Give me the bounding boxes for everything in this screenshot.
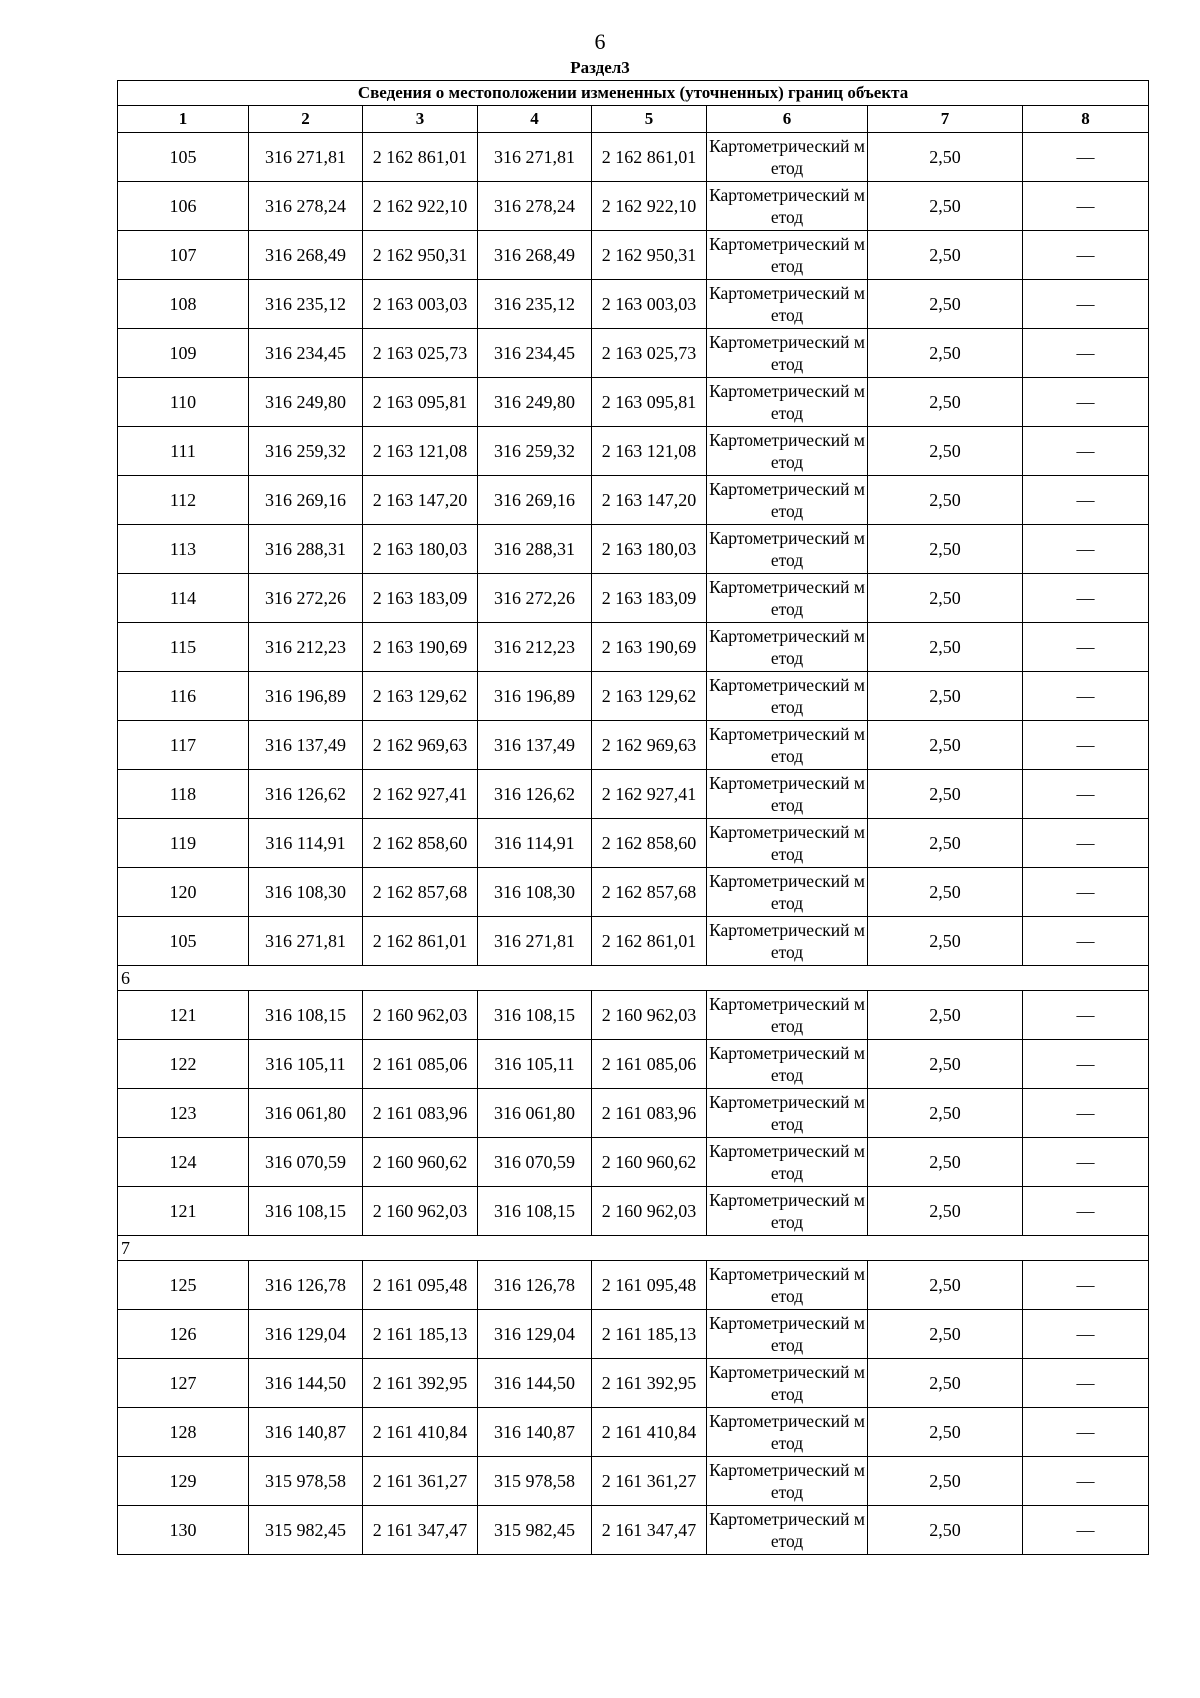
precision-cell: 2,50 bbox=[868, 133, 1023, 182]
refined-y-coordinate-cell: 2 161 347,47 bbox=[592, 1506, 707, 1555]
precision-cell: 2,50 bbox=[868, 868, 1023, 917]
table-row bbox=[118, 991, 1149, 1040]
section-title: Раздел3 bbox=[570, 58, 630, 77]
table-row bbox=[118, 525, 1149, 574]
column-number-header: 2 bbox=[249, 106, 363, 133]
existing-y-coordinate-cell: 2 161 095,48 bbox=[363, 1261, 478, 1310]
point-number-cell: 105 bbox=[118, 133, 249, 182]
precision-cell: 2,50 bbox=[868, 1506, 1023, 1555]
method-cell: Картометрический метод bbox=[707, 329, 868, 378]
column-number-header: 8 bbox=[1023, 106, 1149, 133]
point-number-cell: 121 bbox=[118, 991, 249, 1040]
note-cell: — bbox=[1023, 329, 1149, 378]
existing-x-coordinate-cell: 316 126,62 bbox=[249, 770, 363, 819]
precision-cell: 2,50 bbox=[868, 1408, 1023, 1457]
existing-x-coordinate-cell: 316 212,23 bbox=[249, 623, 363, 672]
point-number-cell: 125 bbox=[118, 1261, 249, 1310]
existing-x-coordinate-cell: 316 271,81 bbox=[249, 917, 363, 966]
point-number-cell: 106 bbox=[118, 182, 249, 231]
refined-y-coordinate-cell: 2 163 180,03 bbox=[592, 525, 707, 574]
precision-cell: 2,50 bbox=[868, 525, 1023, 574]
column-number-header: 1 bbox=[118, 106, 249, 133]
existing-y-coordinate-cell: 2 161 083,96 bbox=[363, 1089, 478, 1138]
point-number-cell: 110 bbox=[118, 378, 249, 427]
existing-y-coordinate-cell: 2 162 858,60 bbox=[363, 819, 478, 868]
existing-y-coordinate-cell: 2 163 180,03 bbox=[363, 525, 478, 574]
refined-x-coordinate-cell: 315 978,58 bbox=[478, 1457, 592, 1506]
existing-x-coordinate-cell: 316 259,32 bbox=[249, 427, 363, 476]
existing-x-coordinate-cell: 316 249,80 bbox=[249, 378, 363, 427]
refined-y-coordinate-cell: 2 161 410,84 bbox=[592, 1408, 707, 1457]
point-number-cell: 128 bbox=[118, 1408, 249, 1457]
existing-y-coordinate-cell: 2 161 185,13 bbox=[363, 1310, 478, 1359]
refined-x-coordinate-cell: 316 108,30 bbox=[478, 868, 592, 917]
method-cell: Картометрический метод bbox=[707, 623, 868, 672]
refined-x-coordinate-cell: 316 114,91 bbox=[478, 819, 592, 868]
table-row bbox=[118, 231, 1149, 280]
method-cell: Картометрический метод bbox=[707, 1261, 868, 1310]
existing-y-coordinate-cell: 2 161 361,27 bbox=[363, 1457, 478, 1506]
note-cell: — bbox=[1023, 476, 1149, 525]
method-cell: Картометрический метод bbox=[707, 1457, 868, 1506]
table-row bbox=[118, 1040, 1149, 1089]
note-cell: — bbox=[1023, 1457, 1149, 1506]
note-cell: — bbox=[1023, 574, 1149, 623]
refined-x-coordinate-cell: 316 235,12 bbox=[478, 280, 592, 329]
note-cell: — bbox=[1023, 819, 1149, 868]
table-row bbox=[118, 476, 1149, 525]
point-number-cell: 126 bbox=[118, 1310, 249, 1359]
table-row bbox=[118, 378, 1149, 427]
refined-x-coordinate-cell: 316 196,89 bbox=[478, 672, 592, 721]
existing-y-coordinate-cell: 2 161 347,47 bbox=[363, 1506, 478, 1555]
refined-y-coordinate-cell: 2 162 969,63 bbox=[592, 721, 707, 770]
method-cell: Картометрический метод bbox=[707, 182, 868, 231]
note-cell: — bbox=[1023, 525, 1149, 574]
refined-x-coordinate-cell: 315 982,45 bbox=[478, 1506, 592, 1555]
refined-y-coordinate-cell: 2 162 858,60 bbox=[592, 819, 707, 868]
table-row bbox=[118, 1408, 1149, 1457]
method-cell: Картометрический метод bbox=[707, 1138, 868, 1187]
point-number-cell: 117 bbox=[118, 721, 249, 770]
refined-x-coordinate-cell: 316 272,26 bbox=[478, 574, 592, 623]
point-number-cell: 121 bbox=[118, 1187, 249, 1236]
note-cell: — bbox=[1023, 1040, 1149, 1089]
point-number-cell: 123 bbox=[118, 1089, 249, 1138]
existing-x-coordinate-cell: 316 269,16 bbox=[249, 476, 363, 525]
table-row bbox=[118, 280, 1149, 329]
method-cell: Картометрический метод bbox=[707, 1040, 868, 1089]
existing-y-coordinate-cell: 2 162 861,01 bbox=[363, 133, 478, 182]
existing-x-coordinate-cell: 316 144,50 bbox=[249, 1359, 363, 1408]
existing-x-coordinate-cell: 316 196,89 bbox=[249, 672, 363, 721]
existing-x-coordinate-cell: 316 288,31 bbox=[249, 525, 363, 574]
contour-group-row bbox=[118, 966, 1149, 991]
refined-y-coordinate-cell: 2 161 085,06 bbox=[592, 1040, 707, 1089]
existing-y-coordinate-cell: 2 162 857,68 bbox=[363, 868, 478, 917]
method-cell: Картометрический метод bbox=[707, 770, 868, 819]
precision-cell: 2,50 bbox=[868, 1457, 1023, 1506]
existing-y-coordinate-cell: 2 163 121,08 bbox=[363, 427, 478, 476]
precision-cell: 2,50 bbox=[868, 991, 1023, 1040]
existing-x-coordinate-cell: 316 129,04 bbox=[249, 1310, 363, 1359]
refined-x-coordinate-cell: 316 269,16 bbox=[478, 476, 592, 525]
refined-x-coordinate-cell: 316 126,78 bbox=[478, 1261, 592, 1310]
method-cell: Картометрический метод bbox=[707, 991, 868, 1040]
precision-cell: 2,50 bbox=[868, 819, 1023, 868]
table-caption: Сведения о местоположении измененных (уточненных) границ объекта bbox=[118, 81, 1149, 106]
refined-y-coordinate-cell: 2 161 095,48 bbox=[592, 1261, 707, 1310]
existing-y-coordinate-cell: 2 163 190,69 bbox=[363, 623, 478, 672]
note-cell: — bbox=[1023, 1138, 1149, 1187]
existing-y-coordinate-cell: 2 162 922,10 bbox=[363, 182, 478, 231]
note-cell: — bbox=[1023, 721, 1149, 770]
note-cell: — bbox=[1023, 917, 1149, 966]
point-number-cell: 129 bbox=[118, 1457, 249, 1506]
refined-y-coordinate-cell: 2 161 361,27 bbox=[592, 1457, 707, 1506]
existing-x-coordinate-cell: 316 108,15 bbox=[249, 1187, 363, 1236]
existing-y-coordinate-cell: 2 161 410,84 bbox=[363, 1408, 478, 1457]
column-number-header: 4 bbox=[478, 106, 592, 133]
method-cell: Картометрический метод bbox=[707, 1310, 868, 1359]
method-cell: Картометрический метод bbox=[707, 1408, 868, 1457]
point-number-cell: 118 bbox=[118, 770, 249, 819]
existing-x-coordinate-cell: 316 278,24 bbox=[249, 182, 363, 231]
existing-x-coordinate-cell: 316 126,78 bbox=[249, 1261, 363, 1310]
existing-x-coordinate-cell: 315 982,45 bbox=[249, 1506, 363, 1555]
precision-cell: 2,50 bbox=[868, 476, 1023, 525]
precision-cell: 2,50 bbox=[868, 770, 1023, 819]
table-row bbox=[118, 427, 1149, 476]
note-cell: — bbox=[1023, 1359, 1149, 1408]
existing-y-coordinate-cell: 2 162 927,41 bbox=[363, 770, 478, 819]
table-row bbox=[118, 182, 1149, 231]
precision-cell: 2,50 bbox=[868, 329, 1023, 378]
existing-x-coordinate-cell: 316 234,45 bbox=[249, 329, 363, 378]
table-row bbox=[118, 1261, 1149, 1310]
refined-y-coordinate-cell: 2 161 185,13 bbox=[592, 1310, 707, 1359]
column-number-header: 5 bbox=[592, 106, 707, 133]
table-row bbox=[118, 133, 1149, 182]
method-cell: Картометрический метод bbox=[707, 427, 868, 476]
precision-cell: 2,50 bbox=[868, 1310, 1023, 1359]
table-row bbox=[118, 819, 1149, 868]
existing-y-coordinate-cell: 2 161 392,95 bbox=[363, 1359, 478, 1408]
refined-x-coordinate-cell: 316 249,80 bbox=[478, 378, 592, 427]
table-row bbox=[118, 1457, 1149, 1506]
existing-y-coordinate-cell: 2 161 085,06 bbox=[363, 1040, 478, 1089]
existing-x-coordinate-cell: 316 268,49 bbox=[249, 231, 363, 280]
existing-y-coordinate-cell: 2 163 095,81 bbox=[363, 378, 478, 427]
existing-x-coordinate-cell: 316 061,80 bbox=[249, 1089, 363, 1138]
precision-cell: 2,50 bbox=[868, 427, 1023, 476]
existing-x-coordinate-cell: 316 105,11 bbox=[249, 1040, 363, 1089]
contour-group-row bbox=[118, 1236, 1149, 1261]
table-row bbox=[118, 329, 1149, 378]
point-number-cell: 113 bbox=[118, 525, 249, 574]
existing-x-coordinate-cell: 316 108,30 bbox=[249, 868, 363, 917]
refined-x-coordinate-cell: 316 105,11 bbox=[478, 1040, 592, 1089]
refined-x-coordinate-cell: 316 268,49 bbox=[478, 231, 592, 280]
precision-cell: 2,50 bbox=[868, 378, 1023, 427]
refined-x-coordinate-cell: 316 129,04 bbox=[478, 1310, 592, 1359]
refined-y-coordinate-cell: 2 160 960,62 bbox=[592, 1138, 707, 1187]
precision-cell: 2,50 bbox=[868, 1138, 1023, 1187]
table-row bbox=[118, 1089, 1149, 1138]
method-cell: Картометрический метод bbox=[707, 476, 868, 525]
refined-y-coordinate-cell: 2 162 861,01 bbox=[592, 133, 707, 182]
refined-y-coordinate-cell: 2 163 190,69 bbox=[592, 623, 707, 672]
point-number-cell: 130 bbox=[118, 1506, 249, 1555]
refined-y-coordinate-cell: 2 162 861,01 bbox=[592, 917, 707, 966]
note-cell: — bbox=[1023, 427, 1149, 476]
method-cell: Картометрический метод bbox=[707, 1359, 868, 1408]
existing-y-coordinate-cell: 2 160 962,03 bbox=[363, 991, 478, 1040]
column-number-header: 7 bbox=[868, 106, 1023, 133]
precision-cell: 2,50 bbox=[868, 1089, 1023, 1138]
precision-cell: 2,50 bbox=[868, 1359, 1023, 1408]
method-cell: Картометрический метод bbox=[707, 280, 868, 329]
refined-y-coordinate-cell: 2 163 129,62 bbox=[592, 672, 707, 721]
method-cell: Картометрический метод bbox=[707, 1506, 868, 1555]
precision-cell: 2,50 bbox=[868, 623, 1023, 672]
method-cell: Картометрический метод bbox=[707, 819, 868, 868]
table-row bbox=[118, 1506, 1149, 1555]
refined-x-coordinate-cell: 316 212,23 bbox=[478, 623, 592, 672]
method-cell: Картометрический метод bbox=[707, 378, 868, 427]
note-cell: — bbox=[1023, 1310, 1149, 1359]
existing-x-coordinate-cell: 316 070,59 bbox=[249, 1138, 363, 1187]
refined-x-coordinate-cell: 316 278,24 bbox=[478, 182, 592, 231]
existing-y-coordinate-cell: 2 162 861,01 bbox=[363, 917, 478, 966]
refined-y-coordinate-cell: 2 163 003,03 bbox=[592, 280, 707, 329]
existing-y-coordinate-cell: 2 163 129,62 bbox=[363, 672, 478, 721]
existing-y-coordinate-cell: 2 163 183,09 bbox=[363, 574, 478, 623]
note-cell: — bbox=[1023, 770, 1149, 819]
table-row bbox=[118, 1187, 1149, 1236]
refined-y-coordinate-cell: 2 162 927,41 bbox=[592, 770, 707, 819]
point-number-cell: 114 bbox=[118, 574, 249, 623]
refined-y-coordinate-cell: 2 162 857,68 bbox=[592, 868, 707, 917]
refined-x-coordinate-cell: 316 288,31 bbox=[478, 525, 592, 574]
point-number-cell: 111 bbox=[118, 427, 249, 476]
point-number-cell: 116 bbox=[118, 672, 249, 721]
existing-y-coordinate-cell: 2 162 950,31 bbox=[363, 231, 478, 280]
method-cell: Картометрический метод bbox=[707, 1187, 868, 1236]
table-row bbox=[118, 1310, 1149, 1359]
method-cell: Картометрический метод bbox=[707, 231, 868, 280]
point-number-cell: 107 bbox=[118, 231, 249, 280]
point-number-cell: 120 bbox=[118, 868, 249, 917]
table-row bbox=[118, 917, 1149, 966]
note-cell: — bbox=[1023, 182, 1149, 231]
method-cell: Картометрический метод bbox=[707, 868, 868, 917]
note-cell: — bbox=[1023, 1408, 1149, 1457]
table-row bbox=[118, 721, 1149, 770]
precision-cell: 2,50 bbox=[868, 280, 1023, 329]
existing-y-coordinate-cell: 2 163 003,03 bbox=[363, 280, 478, 329]
refined-y-coordinate-cell: 2 163 183,09 bbox=[592, 574, 707, 623]
note-cell: — bbox=[1023, 231, 1149, 280]
refined-y-coordinate-cell: 2 163 025,73 bbox=[592, 329, 707, 378]
precision-cell: 2,50 bbox=[868, 721, 1023, 770]
existing-x-coordinate-cell: 316 114,91 bbox=[249, 819, 363, 868]
contour-group-label: 6 bbox=[118, 966, 1149, 991]
note-cell: — bbox=[1023, 623, 1149, 672]
column-number-header: 3 bbox=[363, 106, 478, 133]
refined-x-coordinate-cell: 316 126,62 bbox=[478, 770, 592, 819]
note-cell: — bbox=[1023, 991, 1149, 1040]
refined-x-coordinate-cell: 316 271,81 bbox=[478, 917, 592, 966]
precision-cell: 2,50 bbox=[868, 917, 1023, 966]
method-cell: Картометрический метод bbox=[707, 574, 868, 623]
note-cell: — bbox=[1023, 868, 1149, 917]
method-cell: Картометрический метод bbox=[707, 133, 868, 182]
method-cell: Картометрический метод bbox=[707, 917, 868, 966]
refined-x-coordinate-cell: 316 234,45 bbox=[478, 329, 592, 378]
refined-y-coordinate-cell: 2 161 083,96 bbox=[592, 1089, 707, 1138]
precision-cell: 2,50 bbox=[868, 574, 1023, 623]
refined-x-coordinate-cell: 316 070,59 bbox=[478, 1138, 592, 1187]
precision-cell: 2,50 bbox=[868, 1261, 1023, 1310]
note-cell: — bbox=[1023, 1261, 1149, 1310]
table-row bbox=[118, 1138, 1149, 1187]
point-number-cell: 105 bbox=[118, 917, 249, 966]
existing-x-coordinate-cell: 316 108,15 bbox=[249, 991, 363, 1040]
refined-y-coordinate-cell: 2 160 962,03 bbox=[592, 1187, 707, 1236]
page-number: 6 bbox=[594, 29, 606, 54]
column-number-header: 6 bbox=[707, 106, 868, 133]
point-number-cell: 122 bbox=[118, 1040, 249, 1089]
boundary-coordinates-table bbox=[117, 80, 1149, 1555]
existing-y-coordinate-cell: 2 163 147,20 bbox=[363, 476, 478, 525]
existing-x-coordinate-cell: 316 272,26 bbox=[249, 574, 363, 623]
refined-x-coordinate-cell: 316 140,87 bbox=[478, 1408, 592, 1457]
table-row bbox=[118, 770, 1149, 819]
precision-cell: 2,50 bbox=[868, 231, 1023, 280]
precision-cell: 2,50 bbox=[868, 1040, 1023, 1089]
refined-x-coordinate-cell: 316 108,15 bbox=[478, 1187, 592, 1236]
refined-x-coordinate-cell: 316 061,80 bbox=[478, 1089, 592, 1138]
point-number-cell: 127 bbox=[118, 1359, 249, 1408]
refined-y-coordinate-cell: 2 163 095,81 bbox=[592, 378, 707, 427]
point-number-cell: 109 bbox=[118, 329, 249, 378]
table-row bbox=[118, 574, 1149, 623]
point-number-cell: 115 bbox=[118, 623, 249, 672]
existing-x-coordinate-cell: 316 137,49 bbox=[249, 721, 363, 770]
existing-y-coordinate-cell: 2 160 962,03 bbox=[363, 1187, 478, 1236]
refined-x-coordinate-cell: 316 108,15 bbox=[478, 991, 592, 1040]
note-cell: — bbox=[1023, 672, 1149, 721]
method-cell: Картометрический метод bbox=[707, 672, 868, 721]
note-cell: — bbox=[1023, 280, 1149, 329]
refined-x-coordinate-cell: 316 271,81 bbox=[478, 133, 592, 182]
refined-x-coordinate-cell: 316 137,49 bbox=[478, 721, 592, 770]
table-row bbox=[118, 868, 1149, 917]
table-row bbox=[118, 672, 1149, 721]
existing-y-coordinate-cell: 2 162 969,63 bbox=[363, 721, 478, 770]
refined-y-coordinate-cell: 2 163 121,08 bbox=[592, 427, 707, 476]
note-cell: — bbox=[1023, 1506, 1149, 1555]
existing-y-coordinate-cell: 2 160 960,62 bbox=[363, 1138, 478, 1187]
refined-y-coordinate-cell: 2 163 147,20 bbox=[592, 476, 707, 525]
refined-x-coordinate-cell: 316 144,50 bbox=[478, 1359, 592, 1408]
precision-cell: 2,50 bbox=[868, 1187, 1023, 1236]
point-number-cell: 112 bbox=[118, 476, 249, 525]
precision-cell: 2,50 bbox=[868, 672, 1023, 721]
existing-x-coordinate-cell: 316 235,12 bbox=[249, 280, 363, 329]
refined-y-coordinate-cell: 2 162 922,10 bbox=[592, 182, 707, 231]
note-cell: — bbox=[1023, 1089, 1149, 1138]
method-cell: Картометрический метод bbox=[707, 525, 868, 574]
refined-y-coordinate-cell: 2 160 962,03 bbox=[592, 991, 707, 1040]
contour-group-label: 7 bbox=[118, 1236, 1149, 1261]
existing-x-coordinate-cell: 316 271,81 bbox=[249, 133, 363, 182]
existing-y-coordinate-cell: 2 163 025,73 bbox=[363, 329, 478, 378]
column-number-row bbox=[118, 106, 1149, 133]
table-row bbox=[118, 623, 1149, 672]
existing-x-coordinate-cell: 315 978,58 bbox=[249, 1457, 363, 1506]
table-body bbox=[118, 133, 1149, 1555]
existing-x-coordinate-cell: 316 140,87 bbox=[249, 1408, 363, 1457]
refined-y-coordinate-cell: 2 162 950,31 bbox=[592, 231, 707, 280]
precision-cell: 2,50 bbox=[868, 182, 1023, 231]
refined-x-coordinate-cell: 316 259,32 bbox=[478, 427, 592, 476]
note-cell: — bbox=[1023, 133, 1149, 182]
point-number-cell: 108 bbox=[118, 280, 249, 329]
method-cell: Картометрический метод bbox=[707, 721, 868, 770]
note-cell: — bbox=[1023, 378, 1149, 427]
point-number-cell: 124 bbox=[118, 1138, 249, 1187]
table-row bbox=[118, 1359, 1149, 1408]
method-cell: Картометрический метод bbox=[707, 1089, 868, 1138]
point-number-cell: 119 bbox=[118, 819, 249, 868]
note-cell: — bbox=[1023, 1187, 1149, 1236]
refined-y-coordinate-cell: 2 161 392,95 bbox=[592, 1359, 707, 1408]
